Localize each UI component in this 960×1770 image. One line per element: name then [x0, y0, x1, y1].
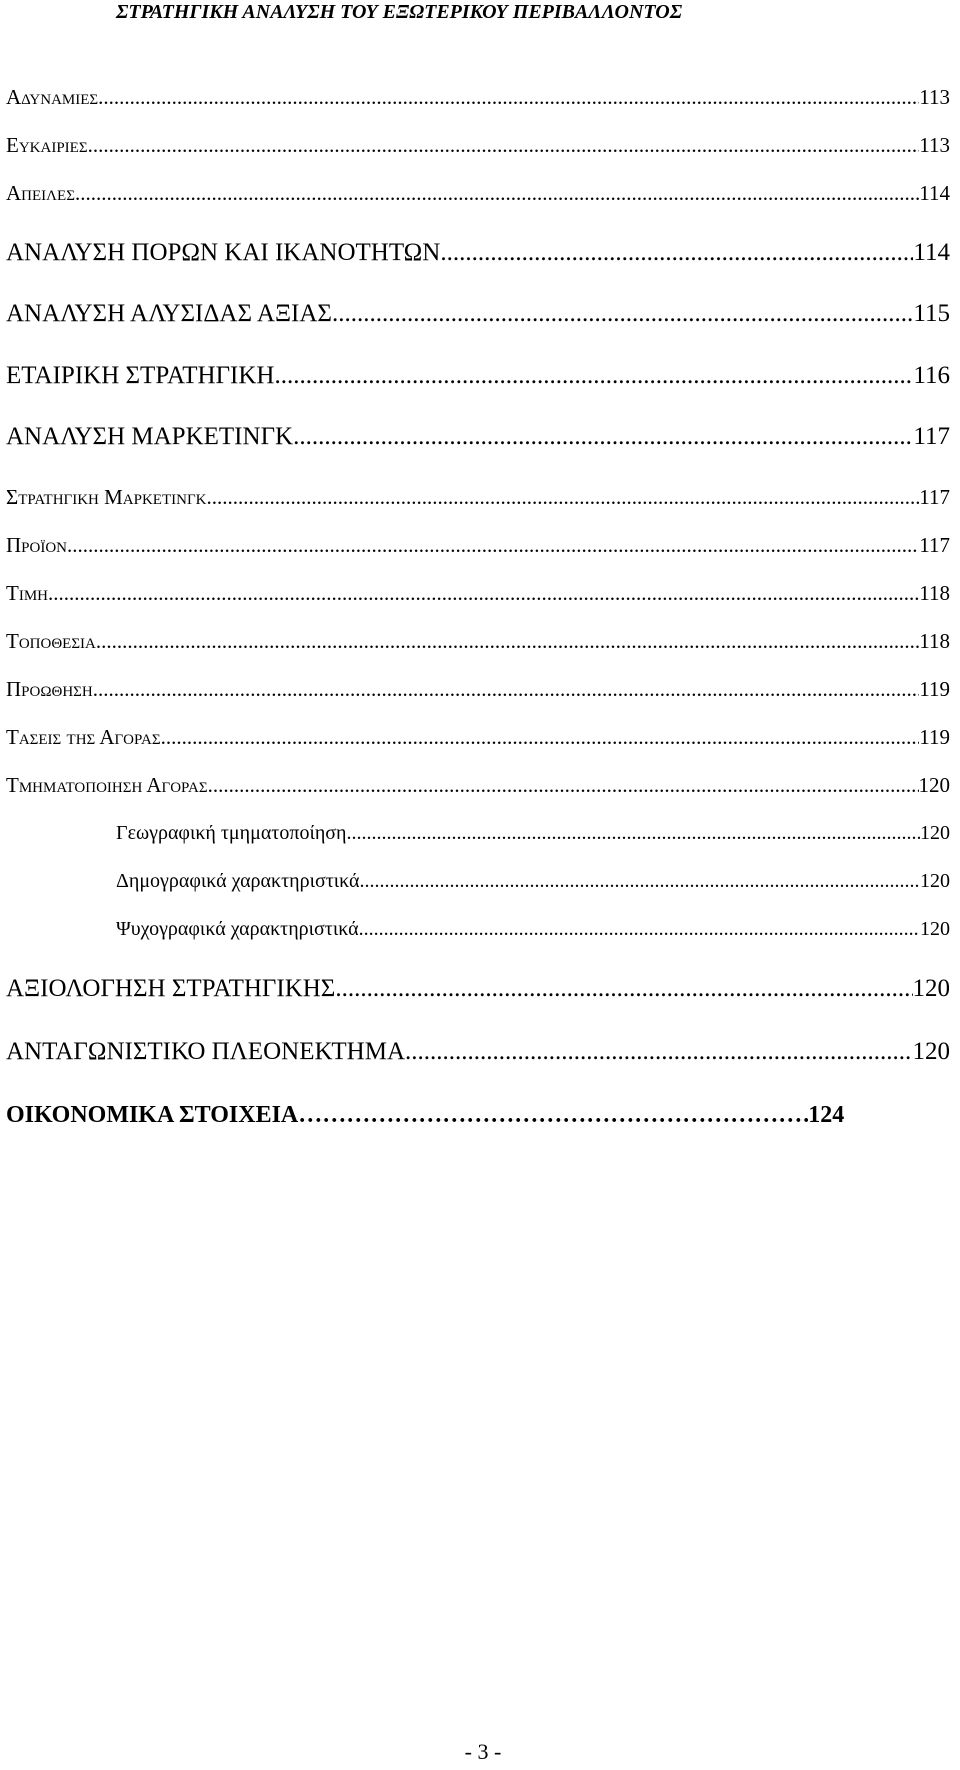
- dot-leader: [75, 176, 919, 210]
- toc-entry-title: Δημογραφικά χαρακτηριστικά: [116, 870, 360, 892]
- toc-entry[interactable]: [6, 528, 950, 562]
- toc-entry-page: 119: [919, 677, 950, 701]
- toc-entry-page: 124: [808, 1102, 845, 1128]
- toc-entry-page: 113: [919, 85, 950, 109]
- toc-entry[interactable]: [6, 480, 950, 514]
- dot-leader: [360, 864, 920, 898]
- dot-leader: [274, 359, 913, 393]
- dot-leader: [208, 768, 919, 802]
- dot-leader: [48, 576, 919, 610]
- toc-entry-page: 114: [919, 181, 950, 205]
- toc-entry[interactable]: [116, 912, 950, 946]
- dot-leader: [67, 528, 919, 562]
- toc-entry-page: 113: [919, 133, 950, 157]
- toc-entry-title: ΟΙΚΟΝΟΜΙΚΑ ΣΤΟΙΧΕΙΑ: [6, 1102, 299, 1128]
- toc-entry-page: 120: [912, 975, 950, 1002]
- toc-entry-title: ΕΤΑΙΡΙΚΗ ΣΤΡΑΤΗΓΙΚΗ: [6, 362, 275, 389]
- toc-entry-page: 115: [913, 300, 950, 327]
- toc-entry-title: Ευκαιριεσ: [6, 133, 88, 157]
- toc-entry-title: ΑΝΤΑΓΩΝΙΣΤΙΚΟ ΠΛΕΟΝΕΚΤΗΜΑ: [6, 1038, 406, 1065]
- toc-entry-title: Τμηματοποιηση Αγορασ: [6, 773, 208, 797]
- dot-leader: [347, 816, 920, 850]
- toc-entry[interactable]: [6, 236, 950, 270]
- toc-entry[interactable]: [6, 576, 950, 610]
- toc-entry-page: 120: [912, 1038, 950, 1065]
- toc-entry-page: 120: [918, 773, 950, 797]
- dot-leader: [161, 720, 920, 754]
- toc-entry[interactable]: [116, 816, 950, 850]
- toc-entry-page: 120: [920, 870, 950, 892]
- dot-leader: [206, 480, 919, 514]
- dot-leader: [98, 80, 919, 114]
- toc-entry[interactable]: [6, 176, 950, 210]
- toc-entry-title: ΑΞΙΟΛΟΓΗΣΗ ΣΤΡΑΤΗΓΙΚΗΣ: [6, 975, 336, 1002]
- dot-leader: [88, 128, 920, 162]
- dot-leader: [359, 912, 920, 946]
- toc-entry[interactable]: [6, 720, 950, 754]
- toc-entry-title: Προϊον: [6, 533, 68, 557]
- toc-entry[interactable]: [6, 359, 950, 393]
- toc-entry[interactable]: [6, 672, 950, 706]
- toc-entry[interactable]: [6, 624, 950, 658]
- toc-entry-page: 114: [913, 239, 950, 266]
- toc-entry-title: ΑΝΑΛΥΣΗ ΑΛΥΣΙΔΑΣ ΑΞΙΑΣ: [6, 300, 332, 327]
- page-number: - 3 -: [464, 1739, 502, 1764]
- dot-leader: [298, 1098, 808, 1132]
- dot-leader: [440, 236, 913, 270]
- toc-entry-title: Τοποθεσια: [6, 629, 96, 653]
- toc-entry-page: 117: [919, 533, 950, 557]
- toc-entry-title: Τιμη: [6, 581, 48, 605]
- toc-entry-page: 118: [919, 581, 950, 605]
- toc-entry-title: ΑΝΑΛΥΣΗ ΠΟΡΩΝ ΚΑΙ ΙΚΑΝΟΤΗΤΩΝ: [6, 239, 441, 266]
- toc-entry[interactable]: [6, 297, 950, 331]
- dot-leader: [93, 672, 920, 706]
- toc-entry-page: 117: [919, 485, 950, 509]
- toc-entry-title: ΑΝΑΛΥΣΗ ΜΑΡΚΕΤΙΝΓΚ: [6, 423, 294, 450]
- toc-entry-page: 118: [919, 629, 950, 653]
- dot-leader: [405, 1035, 912, 1069]
- toc-entry[interactable]: [6, 1035, 950, 1069]
- toc-entry-title: Τασεισ της Αγορασ: [6, 725, 161, 749]
- toc-entry[interactable]: [116, 864, 950, 898]
- dot-leader: [293, 420, 913, 454]
- toc-entry-chapter[interactable]: [6, 1098, 844, 1132]
- toc-entry[interactable]: [6, 420, 950, 454]
- toc-entry-page: 120: [920, 822, 950, 844]
- toc-entry-page: 116: [913, 362, 950, 389]
- toc-entry-title: Απειλεσ: [6, 181, 75, 205]
- dot-leader: [332, 297, 913, 331]
- toc-entry[interactable]: [6, 80, 950, 114]
- toc-entry-title: Γεωγραφική τμηματοποίηση: [116, 822, 347, 844]
- toc-entry-title: Προωθηση: [6, 677, 93, 701]
- toc-entry-title: Ψυχογραφικά χαρακτηριστικά: [116, 918, 359, 940]
- dot-leader: [96, 624, 919, 658]
- dot-leader: [335, 972, 912, 1006]
- toc-entry-title: Αδυναμιεσ: [6, 85, 99, 109]
- toc-entry[interactable]: [6, 128, 950, 162]
- toc-entry-page: 119: [919, 725, 950, 749]
- toc-entry-title: Στρατηγικη Μαρκετινγκ: [6, 485, 207, 509]
- running-header: ΣΤΡΑΤΗΓΙΚΗ ΑΝΑΛΥΣΗ ΤΟΥ ΕΞΩΤΕΡΙΚΟΥ ΠΕΡΙΒΑΛΛΟΝΤΟΣ: [116, 1, 683, 23]
- toc-entry[interactable]: [6, 972, 950, 1006]
- toc-entry-page: 120: [920, 918, 950, 940]
- toc-entry-page: 117: [913, 423, 950, 450]
- toc-entry[interactable]: [6, 768, 950, 802]
